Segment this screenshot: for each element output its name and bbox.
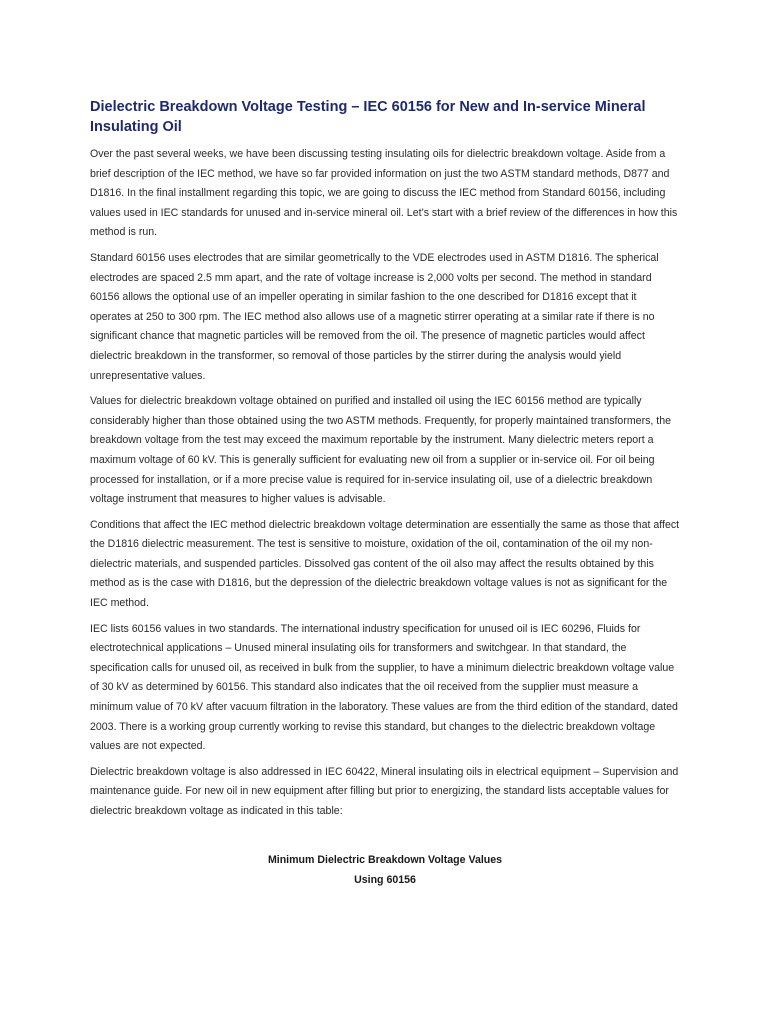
paragraph-intro: Over the past several weeks, we have been discussing testing insulating oils for dielectric breakdown voltage. Aside from a brief description of the IEC method, we have so far provided information on just the two ASTM standard methods, D877 and D1816. In the final installment regarding this topic, we are going to discuss the IEC method from Standard 60156, including values used in IEC standards for unused and in-service mineral oil. Let’s start with a brief review of the differences in how this method is run. bbox=[90, 148, 678, 239]
paragraph-electrodes: Standard 60156 uses electrodes that are similar geometrically to the VDE electrodes used in ASTM D1816. The spherical electrodes are spaced 2.5 mm apart, and the rate of voltage increase is 2,000 volts per second. The method in standard 60156 allows the optional use of an impeller operating in similar fashion to the one described for D1816 except that it operates at 250 to 300 rpm. The IEC method also allows use of a magnetic stirrer operating at a similar rate if there is no significant chance that magnetic particles will be removed from the oil. The presence of magnetic particles would affect dielectric breakdown in the transformer, so removal of those particles by the stirrer during the analysis would yield unrepresentative values. bbox=[90, 251, 659, 382]
paragraph-conditions: Conditions that affect the IEC method dielectric breakdown voltage determination are essentially the same as those that affect the D1816 dielectric measurement. The test is sensitive to moisture, oxidation of the oil, contamination of the oil my non-dielectric materials, and suspended particles. Dissolved gas content of the oil also may affect the results obtained by this method as is the case with D1816, but the depression of the dielectric breakdown voltage values is not as significant for the IEC method. bbox=[90, 518, 680, 610]
paragraph-values: Values for dielectric breakdown voltage obtained on purified and installed oil using the IEC 60156 method are typically considerably higher than those obtained using the two ASTM methods. Frequently, for properly maintained transformers, the breakdown voltage from the test may exceed the maximum reportable by the instrument. Many dielectric meters report a maximum voltage of 60 kV. This is generally sufficient for evaluating new oil from a supplier or in-service oil. For oil being processed for installation, or if a more precise value is required for in-service insulating oil, use of a dielectric breakdown voltage instrument that measures to higher values is advisable. bbox=[90, 395, 672, 506]
paragraph-standards: IEC lists 60156 values in two standards. The international industry specification for unused oil is IEC 60296, Fluids for electrotechnical applications – Unused mineral insulating oils for transformers and switchgear. In that standard, the specification calls for unused oil, as received in bulk from the supplier, to have a minimum dielectric breakdown voltage value of 30 kV as determined by 60156. This standard also indicates that the oil received from the supplier must measure a minimum value of 70 kV after vacuum filtration in the laboratory. These values are from the third edition of the standard, dated 2003. There is a working group currently working to revise this standard, but changes to the dielectric breakdown voltage values are not expected. bbox=[90, 622, 678, 753]
table-caption-line-1: Minimum Dielectric Breakdown Voltage Values bbox=[267, 853, 503, 866]
paragraph-maintenance: Dielectric breakdown voltage is also addressed in IEC 60422, Mineral insulating oils in electrical equipment – Supervision and maintenance guide. For new oil in new equipment after filling but prior to energizing, the standard lists acceptable values for dielectric breakdown voltage as indicated in this table: bbox=[90, 765, 679, 817]
table-caption-line-2: Using 60156 bbox=[354, 873, 416, 886]
document-title: Dielectric Breakdown Voltage Testing – IEC 60156 for New and In-service Mineral Insulating Oil bbox=[90, 99, 646, 135]
document-page bbox=[90, 97, 680, 890]
table-caption bbox=[90, 850, 680, 890]
